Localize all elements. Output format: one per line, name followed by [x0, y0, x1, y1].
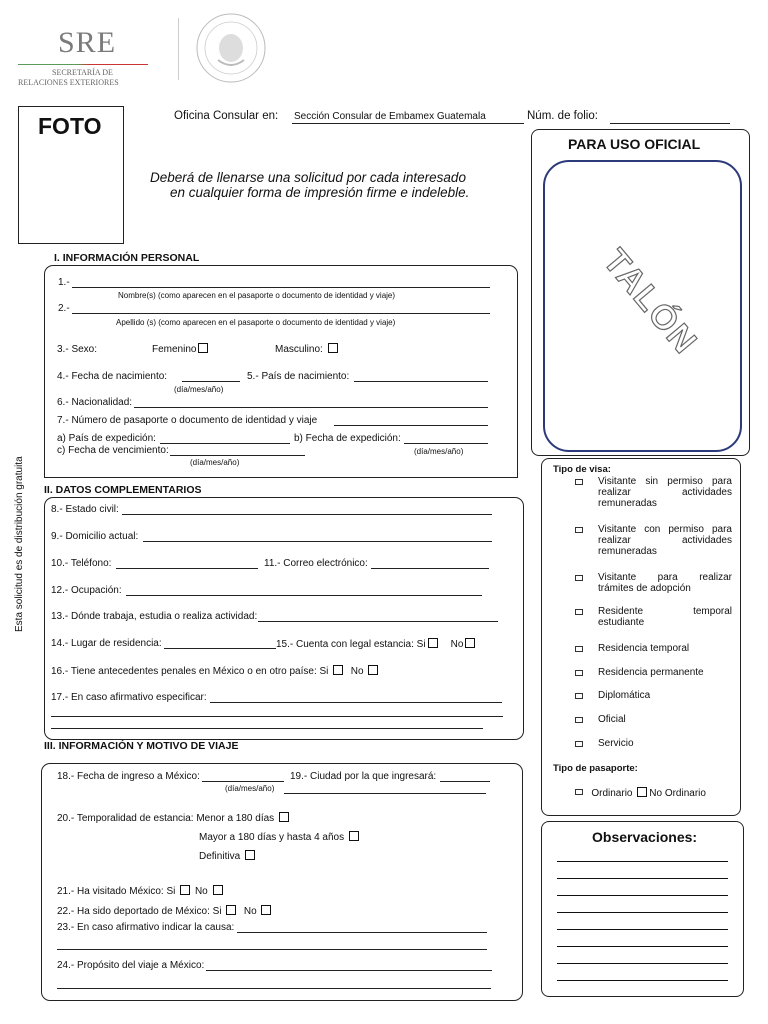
logo-line1: SECRETARÍA DE: [52, 68, 113, 77]
cuenta-legal-no-label: No: [450, 639, 464, 650]
field2-caption: Apellido (s) (como aparecen en el pasaporte o documento de identidad y viaje): [116, 318, 396, 327]
observaciones-line[interactable]: [557, 861, 728, 862]
section1-title: I. INFORMACIÓN PERSONAL: [54, 252, 200, 264]
fecha-ingreso-label: 18.- Fecha de ingreso a México:: [57, 771, 200, 782]
tipo-pasaporte-label: Tipo de pasaporte:: [553, 763, 638, 774]
antecedentes-no-checkbox[interactable]: [368, 665, 378, 675]
domicilio-input[interactable]: [143, 541, 492, 542]
temporalidad-label: 20.- Temporalidad de estancia: Menor a 180 días: [57, 813, 275, 824]
antecedentes-no-label: No: [350, 666, 364, 677]
observaciones-line[interactable]: [557, 980, 728, 981]
fecha-nac-caption: (día/mes/año): [174, 385, 224, 394]
donde-trabaja-label: 13.- Dónde trabaja, estudia o realiza actividad:: [51, 611, 258, 622]
proposito-input-2[interactable]: [57, 988, 491, 989]
ciudad-label: 19.- Ciudad por la que ingresará:: [290, 771, 437, 782]
masculino-label: Masculino:: [275, 344, 323, 355]
visa-checkbox[interactable]: [575, 646, 583, 652]
logo-rule: [18, 64, 148, 65]
masculino-checkbox[interactable]: [328, 343, 338, 353]
domicilio-label: 9.- Domicilio actual:: [51, 531, 139, 542]
femenino-label: Femenino: [152, 344, 197, 355]
nacionalidad-input[interactable]: [134, 407, 488, 408]
cuenta-legal-label: 15.- Cuenta con legal estancia: Si: [276, 639, 426, 650]
visitado-option[interactable]: [57, 885, 225, 897]
fecha-exp-label: b) Fecha de expedición:: [294, 433, 401, 444]
temporalidad-option[interactable]: [57, 812, 291, 824]
visa-option-line: Visitante sin permiso para: [598, 476, 732, 487]
visitado-no-label: No: [194, 886, 208, 897]
deportado-no-label: No: [243, 906, 257, 917]
visa-checkbox[interactable]: [575, 527, 583, 533]
field1-label: 1.-: [58, 277, 70, 288]
correo-label: 11.- Correo electrónico:: [264, 558, 368, 569]
correo-input[interactable]: [371, 568, 489, 569]
residencia-input[interactable]: [164, 648, 276, 649]
talon-stamp: TALÓN: [595, 242, 705, 362]
observaciones-title: Observaciones:: [592, 829, 698, 845]
fecha-exp-input[interactable]: [404, 443, 488, 444]
ocupacion-label: 12.- Ocupación:: [51, 585, 122, 596]
mayor-label: Mayor a 180 días y hasta 4 años: [199, 832, 345, 843]
observaciones-line[interactable]: [557, 878, 728, 879]
observaciones-panel: [541, 821, 744, 997]
deportado-no-checkbox[interactable]: [261, 905, 271, 915]
tipo-visa-label: Tipo de visa:: [553, 464, 611, 475]
observaciones-line[interactable]: [557, 963, 728, 964]
fecha-nac-input[interactable]: [182, 381, 240, 382]
antecedentes-si-checkbox[interactable]: [333, 665, 343, 675]
mayor-option[interactable]: [199, 831, 361, 843]
causa-input[interactable]: [237, 932, 487, 933]
visa-option-line: remuneradas: [598, 498, 657, 509]
no-ordinario-label: No Ordinario: [649, 788, 706, 799]
visa-option-line: realizar actividades: [598, 487, 732, 498]
visitado-label: 21.- Ha visitado México: Si: [57, 886, 176, 897]
ordinario-label: Ordinario: [591, 788, 633, 799]
telefono-input[interactable]: [116, 568, 258, 569]
field2-input[interactable]: [72, 313, 490, 314]
visa-checkbox[interactable]: [575, 741, 583, 747]
estado-civil-input[interactable]: [122, 514, 492, 515]
ordinario-checkbox[interactable]: [575, 789, 583, 795]
pais-nac-label: 5.- País de nacimiento:: [247, 371, 350, 382]
causa-label: 23.- En caso afirmativo indicar la causa:: [57, 922, 235, 933]
ciudad-input[interactable]: [440, 781, 490, 782]
instruction-line1: Deberá de llenarse una solicitud por cada interesado: [150, 170, 466, 185]
visa-option-line: Residente temporal: [598, 606, 732, 617]
nacionalidad-label: 6.- Nacionalidad:: [57, 397, 133, 408]
deportado-option[interactable]: [57, 905, 273, 917]
cuenta-legal-option[interactable]: [276, 638, 477, 650]
pasaporte-input[interactable]: [334, 425, 488, 426]
especificar-label: 17.- En caso afirmativo especificar:: [51, 692, 207, 703]
photo-box[interactable]: [18, 106, 124, 244]
visitado-si-checkbox[interactable]: [180, 885, 190, 895]
visa-option-line: Visitante para realizar: [598, 572, 732, 583]
oficina-line: [292, 123, 524, 124]
proposito-input[interactable]: [206, 970, 492, 971]
visa-option-line: trámites de adopción: [598, 583, 691, 594]
fecha-exp-caption: (día/mes/año): [414, 447, 464, 456]
visa-option-line: Residencia temporal: [598, 643, 690, 654]
especificar-input-2[interactable]: [51, 716, 503, 717]
visa-checkbox[interactable]: [575, 609, 583, 615]
residencia-label: 14.- Lugar de residencia:: [51, 638, 162, 649]
section1-bottom-rule: [44, 477, 518, 478]
deportado-si-checkbox[interactable]: [226, 905, 236, 915]
antecedentes-label: 16.- Tiene antecedentes penales en México o en otro paíse: Si: [51, 666, 329, 677]
visa-checkbox[interactable]: [575, 479, 583, 485]
pais-nac-input[interactable]: [354, 381, 488, 382]
menor-180-checkbox[interactable]: [279, 812, 289, 822]
fecha-ingreso-caption: (día/mes/año): [225, 784, 275, 793]
field2-label: 2.-: [58, 303, 70, 314]
side-note-text: Esta solicitud es de distribución gratuita: [14, 456, 25, 632]
folio-field[interactable]: [610, 123, 730, 124]
fecha-venc-input[interactable]: [170, 455, 305, 456]
antecedentes-option[interactable]: [51, 665, 380, 677]
sexo-label: 3.- Sexo:: [57, 344, 98, 355]
observaciones-line[interactable]: [557, 895, 728, 896]
no-ordinario-checkbox[interactable]: [637, 787, 647, 797]
oficial-title: PARA USO OFICIAL: [568, 136, 701, 152]
cuenta-legal-si-checkbox[interactable]: [428, 638, 438, 648]
causa-input-2[interactable]: [57, 949, 487, 950]
fecha-venc-caption: (día/mes/año): [190, 458, 240, 467]
femenino-option[interactable]: [152, 343, 210, 355]
telefono-label: 10.- Teléfono:: [51, 558, 112, 569]
visa-checkbox[interactable]: [575, 693, 583, 699]
proposito-label: 24.- Propósito del viaje a México:: [57, 960, 205, 971]
visa-checkbox[interactable]: [575, 717, 583, 723]
donde-trabaja-input[interactable]: [258, 621, 498, 622]
ocupacion-input[interactable]: [126, 595, 482, 596]
femenino-checkbox[interactable]: [198, 343, 208, 353]
visa-checkbox[interactable]: [575, 670, 583, 676]
visa-option-line: realizar actividades: [598, 535, 732, 546]
section3-title: III. INFORMACIÓN Y MOTIVO DE VIAJE: [44, 740, 239, 752]
mexico-seal-icon: [188, 10, 274, 86]
oficina-value[interactable]: Sección Consular de Embamex Guatemala: [294, 111, 486, 122]
visa-option-line: Servicio: [598, 738, 634, 749]
section2-title: II. DATOS COMPLEMENTARIOS: [44, 484, 202, 496]
definitiva-checkbox[interactable]: [245, 850, 255, 860]
definitiva-option[interactable]: [199, 850, 257, 862]
fecha-venc-label: c) Fecha de vencimiento:: [57, 445, 169, 456]
especificar-input[interactable]: [210, 702, 502, 703]
folio-label: Núm. de folio:: [527, 110, 598, 122]
oficina-label: Oficina Consular en:: [174, 110, 279, 122]
fecha-nac-label: 4.- Fecha de nacimiento:: [57, 371, 168, 382]
pais-exp-input[interactable]: [160, 443, 290, 444]
pasaporte-label: 7.- Número de pasaporte o documento de identidad y viaje: [57, 415, 318, 426]
sre-logo: [18, 26, 148, 90]
photo-label: FOTO: [38, 113, 102, 139]
ciudad-input-2[interactable]: [284, 793, 486, 794]
observaciones-line[interactable]: [557, 912, 728, 913]
pais-exp-label: a) País de expedición:: [57, 433, 156, 444]
visa-option-line: Diplomática: [598, 690, 651, 701]
field1-caption: Nombre(s) (como aparecen en el pasaporte o documento de identidad y viaje): [118, 291, 396, 300]
visa-option-line: Oficial: [598, 714, 626, 725]
visa-option-line: estudiante: [598, 617, 645, 628]
observaciones-line[interactable]: [557, 929, 728, 930]
definitiva-label: Definitiva: [199, 851, 241, 862]
observaciones-line[interactable]: [557, 946, 728, 947]
visitado-no-checkbox[interactable]: [213, 885, 223, 895]
visa-option-line: Residencia permanente: [598, 667, 704, 678]
logo-line2: RELACIONES EXTERIORES: [18, 78, 119, 87]
field1-input[interactable]: [72, 287, 490, 288]
especificar-input-3[interactable]: [51, 728, 483, 729]
visa-checkbox[interactable]: [575, 575, 583, 581]
instruction-line2: en cualquier forma de impresión firme e indeleble.: [170, 185, 470, 200]
estado-civil-label: 8.- Estado civil:: [51, 504, 119, 515]
visa-option-line: remuneradas: [598, 546, 657, 557]
deportado-label: 22.- Ha sido deportado de México: Si: [57, 906, 222, 917]
fecha-ingreso-input[interactable]: [202, 781, 284, 782]
visa-option-line: Visitante con permiso para: [598, 524, 732, 535]
cuenta-legal-no-checkbox[interactable]: [465, 638, 475, 648]
logo-abbr: SRE: [58, 26, 117, 59]
mayor-180-checkbox[interactable]: [349, 831, 359, 841]
ordinario-option[interactable]: [575, 787, 706, 799]
header-divider: [178, 18, 179, 80]
masculino-option[interactable]: [275, 343, 340, 355]
